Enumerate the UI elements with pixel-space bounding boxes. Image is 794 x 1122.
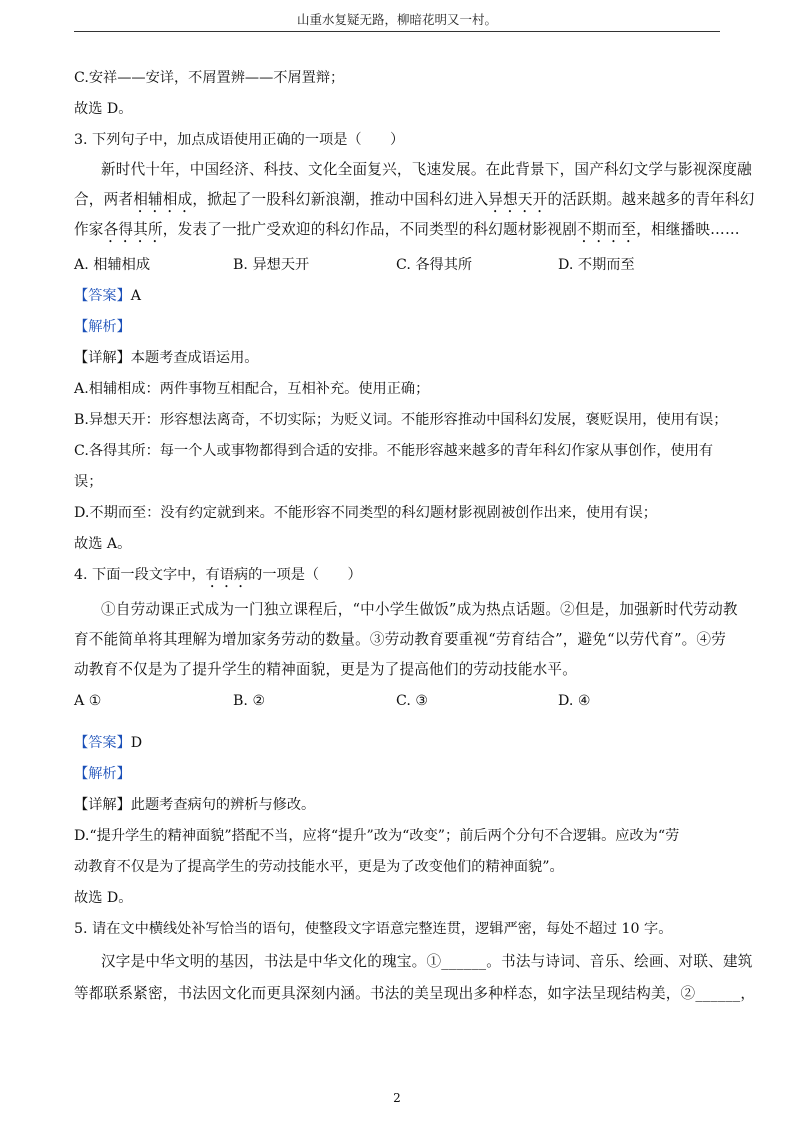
q4-passage-line-3: 动教育不仅是为了提升学生的精神面貌，更是为了提高他们的劳动技能水平。 bbox=[74, 661, 577, 678]
q4-passage-line-1: ①自劳动课正式成为一门独立课程后，“中小学生做饭”成为热点话题。②但是，加强新时代劳动教 bbox=[101, 601, 738, 618]
q4-passage-line-2: 育不能简单将其理解为增加家务劳动的数量。③劳动教育要重视“劳育结合”，避免“以劳代育”。④劳 bbox=[74, 631, 726, 648]
q3-passage-text: 作家 bbox=[74, 221, 104, 238]
q4-option-b: B. ② bbox=[233, 693, 266, 709]
q3-analysis-tag: 【解析】 bbox=[74, 319, 131, 335]
answer-tag: 【答案】 bbox=[74, 288, 131, 304]
q3-explain-b: B.异想天开：形容想法离奇，不切实际；为贬义词。不能形容推动中国科幻发展，褒贬误用，使用有误； bbox=[74, 412, 728, 428]
q3-dotted-idiom: 相辅相成 bbox=[133, 191, 193, 208]
q3-answer bbox=[74, 286, 141, 306]
prev-conclusion: 故选 D。 bbox=[74, 101, 133, 117]
q4-answer bbox=[74, 733, 142, 753]
q3-passage-text: ，掀起了一股科幻新浪潮，推动中国科幻进入 bbox=[192, 191, 489, 208]
q3-option-a: A. 相辅相成 bbox=[74, 257, 151, 273]
detail-tag: 【详解】 bbox=[74, 797, 131, 813]
detail-tag: 【详解】 bbox=[74, 350, 131, 366]
q3-explain-c-line-1: C.各得其所：每一个人或事物都得到合适的安排。不能形容越来越多的青年科幻作家从事创作，使用有 bbox=[74, 443, 714, 459]
answer-tag: 【答案】 bbox=[74, 735, 131, 751]
q5-passage-line-2: 等都联系紧密，书法因文化而更具深刻内涵。书法的美呈现出多种样态，如字法呈现结构美，②______， bbox=[74, 985, 756, 1002]
q4-stem-dotted: 有语病 bbox=[205, 567, 249, 583]
q3-detail bbox=[74, 348, 258, 368]
header-rule bbox=[74, 31, 720, 32]
q3-dotted-idiom: 异想天开 bbox=[488, 191, 548, 208]
q5-stem: 5. 请在文中横线处补写恰当的语句，使整段文字语意完整连贯，逻辑严密，每处不超过 10 字。 bbox=[74, 921, 673, 937]
q3-explain-d: D.不期而至：没有约定就到来。不能形容不同类型的科幻题材影视剧被创作出来，使用有误； bbox=[74, 505, 657, 521]
prev-option-c: C.安祥——安详，不屑置辨——不屑置辩； bbox=[74, 70, 345, 86]
q3-passage-text: ，相继播映…… bbox=[636, 221, 740, 238]
q3-passage-line-1: 新时代十年，中国经济、科技、文化全面复兴，飞速发展。在此背景下，国产科幻文学与影视深度融 bbox=[101, 161, 752, 178]
q3-option-d: D. 不期而至 bbox=[558, 257, 635, 273]
q3-passage-text: 的活跃期。越来越多的青年科幻 bbox=[547, 191, 755, 208]
q4-explain-d-line-1: D.“提升学生的精神面貌”搭配不当，应将“提升”改为“改变”；前后两个分句不合逻辑。应改为“劳 bbox=[74, 828, 680, 844]
answer-value: D bbox=[130, 735, 143, 751]
q4-conclusion: 故选 D。 bbox=[74, 890, 133, 906]
answer-value: A bbox=[130, 288, 142, 304]
q4-option-c: C. ③ bbox=[396, 693, 429, 709]
q3-passage-text: 合，两者 bbox=[74, 191, 134, 208]
q4-stem-text: 的一项是（ ） bbox=[248, 567, 362, 583]
q4-option-a: A ① bbox=[74, 693, 102, 709]
q3-dotted-idiom: 各得其所 bbox=[103, 221, 163, 238]
q4-explain-d-line-2: 动教育不仅是为了提高学生的劳动技能水平，更是为了改变他们的精神面貌”。 bbox=[74, 859, 564, 875]
detail-text: 此题考查病句的辨析与修改。 bbox=[130, 797, 316, 813]
detail-text: 本题考查成语运用。 bbox=[130, 350, 259, 366]
q3-passage-line-2 bbox=[74, 190, 755, 216]
q4-analysis-tag: 【解析】 bbox=[74, 766, 131, 782]
q3-explain-c-line-2: 误； bbox=[74, 474, 103, 490]
q3-stem: 3. 下列句子中，加点成语使用正确的一项是（ ） bbox=[74, 132, 405, 148]
header-motto: 山重水复疑无路，柳暗花明又一村。 bbox=[296, 12, 497, 27]
q3-option-b: B. 异想天开 bbox=[233, 257, 310, 273]
q3-conclusion: 故选 A。 bbox=[74, 536, 132, 552]
q4-option-d: D. ④ bbox=[558, 693, 591, 709]
page-number: 2 bbox=[393, 1091, 401, 1105]
q3-passage-line-3 bbox=[74, 220, 740, 246]
q5-passage-line-1: 汉字是中华文明的基因，书法是中华文化的瑰宝。①______。书法与诗词、音乐、绘画、对联、建筑 bbox=[101, 953, 753, 970]
q4-stem-text: 4. 下面一段文字中， bbox=[74, 567, 206, 583]
q3-dotted-idiom: 不期而至 bbox=[577, 221, 637, 238]
q4-detail bbox=[74, 795, 315, 815]
q3-option-c: C. 各得其所 bbox=[396, 257, 473, 273]
q4-stem bbox=[74, 565, 362, 591]
q3-passage-text: ，发表了一批广受欢迎的科幻作品，不同类型的科幻题材影视剧 bbox=[162, 221, 578, 238]
q3-explain-a: A.相辅相成：两件事物互相配合，互相补充。使用正确； bbox=[74, 381, 430, 397]
